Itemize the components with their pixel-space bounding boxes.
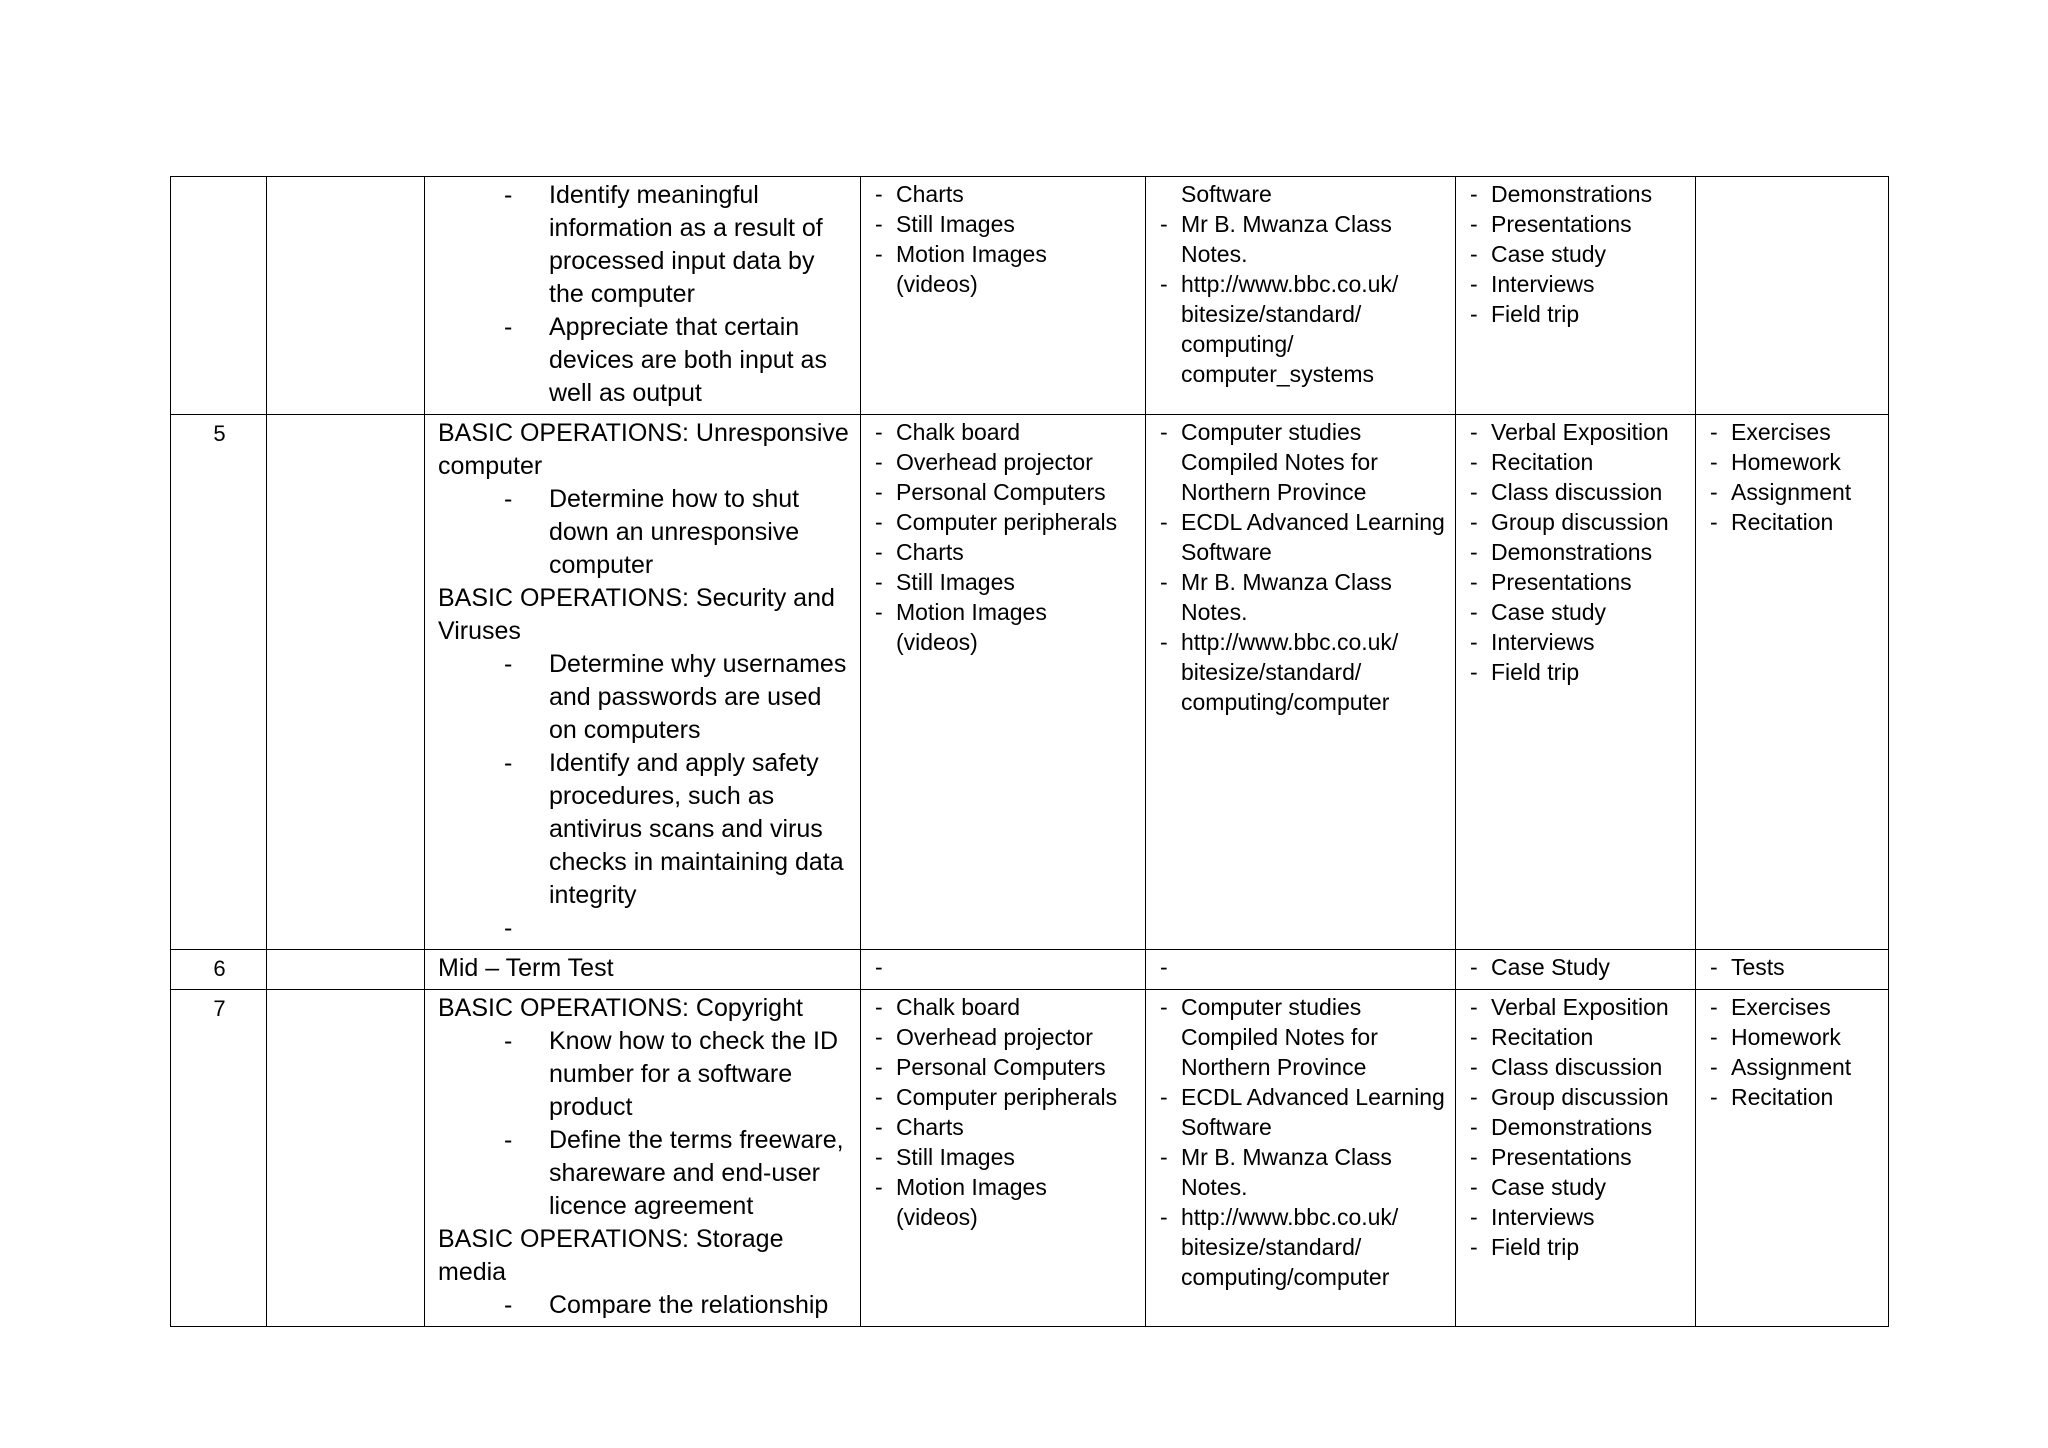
assessment-cell <box>1696 177 1889 415</box>
methods-item: - Demonstrations <box>1468 179 1685 209</box>
methods-item: - Field trip <box>1468 657 1685 687</box>
methods-item: - Case study <box>1468 1172 1685 1202</box>
methods-item: - Presentations <box>1468 1142 1685 1172</box>
objective-item: - Identify and apply safety procedures, such as antivirus scans and virus checks in maintaining data integrity <box>438 747 850 912</box>
methods-item: - Group discussion <box>1468 507 1685 537</box>
methods-item: - Case study <box>1468 239 1685 269</box>
topic-heading: Mid – Term Test <box>438 954 614 982</box>
materials-item: - Overhead projector <box>873 1022 1135 1052</box>
objective-item: - Compare the relationship <box>438 1289 850 1322</box>
methods-list <box>1468 417 1685 687</box>
references-item: - Mr B. Mwanza Class Notes. <box>1158 567 1445 627</box>
methods-item: - Recitation <box>1468 447 1685 477</box>
assessment-item: - Exercises <box>1708 992 1878 1022</box>
objective-list <box>438 648 850 945</box>
blank-cell <box>267 177 425 415</box>
references-cell <box>1146 950 1456 990</box>
references-list <box>1158 417 1445 717</box>
methods-item: - Verbal Exposition <box>1468 992 1685 1022</box>
scheme-of-work-table <box>170 176 1889 1327</box>
materials-item: - Computer peripherals <box>873 507 1135 537</box>
materials-item: - Motion Images (videos) <box>873 239 1135 299</box>
materials-item: - Charts <box>873 537 1135 567</box>
methods-item: - Field trip <box>1468 1232 1685 1262</box>
content-cell <box>425 177 861 415</box>
assessment-item: - Homework <box>1708 447 1878 477</box>
objective-item: - Appreciate that certain devices are both input as well as output <box>438 311 850 410</box>
methods-cell <box>1456 950 1696 990</box>
methods-item: - Presentations <box>1468 209 1685 239</box>
materials-list <box>873 179 1135 299</box>
objective-item: - Define the terms freeware, shareware and end-user licence agreement <box>438 1124 850 1223</box>
materials-item: - Overhead projector <box>873 447 1135 477</box>
references-item: - ECDL Advanced Learning Software <box>1158 507 1445 567</box>
references-continued: Software <box>1181 181 1272 207</box>
references-item: - Computer studies Compiled Notes for Northern Province <box>1158 417 1445 507</box>
materials-item: - Chalk board <box>873 417 1135 447</box>
methods-cell <box>1456 990 1696 1327</box>
methods-list <box>1468 179 1685 329</box>
week-cell: 6 <box>171 950 267 990</box>
materials-item: - Still Images <box>873 1142 1135 1172</box>
assessment-list <box>1708 992 1878 1112</box>
assessment-item: - Recitation <box>1708 507 1878 537</box>
assessment-item: - Recitation <box>1708 1082 1878 1112</box>
objective-item: - Determine why usernames and passwords are used on computers <box>438 648 850 747</box>
materials-cell <box>861 415 1146 950</box>
references-cell <box>1146 990 1456 1327</box>
materials-item: - Still Images <box>873 567 1135 597</box>
materials-list <box>873 417 1135 657</box>
assessment-item: - Exercises <box>1708 417 1878 447</box>
week-cell <box>171 177 267 415</box>
assessment-item: - Assignment <box>1708 1052 1878 1082</box>
methods-item: - Case study <box>1468 597 1685 627</box>
methods-item: - Demonstrations <box>1468 537 1685 567</box>
objective-list <box>438 1025 850 1223</box>
table-row <box>171 990 1889 1327</box>
assessment-cell <box>1696 415 1889 950</box>
assessment-item: - Tests <box>1708 952 1878 982</box>
materials-cell <box>861 950 1146 990</box>
methods-list <box>1468 992 1685 1262</box>
materials-item: - Charts <box>873 1112 1135 1142</box>
methods-item: - Interviews <box>1468 627 1685 657</box>
topic-heading: BASIC OPERATIONS: Security and Viruses <box>438 584 835 645</box>
assessment-list <box>1708 952 1878 982</box>
methods-item: - Verbal Exposition <box>1468 417 1685 447</box>
assessment-list <box>1708 417 1878 537</box>
methods-item: - Presentations <box>1468 567 1685 597</box>
materials-list <box>873 992 1135 1232</box>
topic-heading: BASIC OPERATIONS: Copyright <box>438 994 803 1022</box>
methods-item: - Group discussion <box>1468 1082 1685 1112</box>
table-row <box>171 950 1889 990</box>
topic-heading: BASIC OPERATIONS: Unresponsive computer <box>438 419 849 480</box>
references-cell <box>1146 177 1456 415</box>
references-item: - http://www.bbc.co.uk/ bitesize/standard/ computing/computer <box>1158 627 1445 717</box>
materials-item: - Charts <box>873 179 1135 209</box>
materials-item: - Personal Computers <box>873 477 1135 507</box>
methods-item: - Demonstrations <box>1468 1112 1685 1142</box>
references-item: - ECDL Advanced Learning Software <box>1158 1082 1445 1142</box>
methods-item: - Class discussion <box>1468 1052 1685 1082</box>
blank-cell <box>267 950 425 990</box>
objective-item: - Know how to check the ID number for a software product <box>438 1025 850 1124</box>
materials-item: - Still Images <box>873 209 1135 239</box>
objective-item: - Identify meaningful information as a result of processed input data by the computer <box>438 179 850 311</box>
assessment-item: - Homework <box>1708 1022 1878 1052</box>
references-item: - Mr B. Mwanza Class Notes. <box>1158 209 1445 269</box>
content-cell <box>425 415 861 950</box>
methods-item: - Class discussion <box>1468 477 1685 507</box>
methods-cell <box>1456 177 1696 415</box>
references-item: - http://www.bbc.co.uk/ bitesize/standard/ computing/ computer_systems <box>1158 269 1445 389</box>
assessment-item: - Assignment <box>1708 477 1878 507</box>
references-item: - Mr B. Mwanza Class Notes. <box>1158 1142 1445 1202</box>
materials-item: - Computer peripherals <box>873 1082 1135 1112</box>
methods-cell <box>1456 415 1696 950</box>
content-cell <box>425 990 861 1327</box>
objective-list <box>438 1289 850 1322</box>
table-body <box>171 177 1889 1327</box>
assessment-cell <box>1696 990 1889 1327</box>
objective-item <box>438 912 850 945</box>
materials-cell <box>861 990 1146 1327</box>
methods-item: - Field trip <box>1468 299 1685 329</box>
objective-list <box>438 483 850 582</box>
materials-dash: - <box>875 954 883 980</box>
methods-list <box>1468 952 1685 982</box>
materials-item: - Motion Images (videos) <box>873 597 1135 657</box>
references-item: - http://www.bbc.co.uk/ bitesize/standard/ computing/computer <box>1158 1202 1445 1292</box>
week-cell: 7 <box>171 990 267 1327</box>
references-dash: - <box>1160 954 1168 980</box>
methods-item: - Case Study <box>1468 952 1685 982</box>
table-row <box>171 177 1889 415</box>
materials-item: - Chalk board <box>873 992 1135 1022</box>
materials-item: - Motion Images (videos) <box>873 1172 1135 1232</box>
objective-list <box>438 179 850 410</box>
table-row <box>171 415 1889 950</box>
materials-item: - Personal Computers <box>873 1052 1135 1082</box>
content-cell <box>425 950 861 990</box>
assessment-cell <box>1696 950 1889 990</box>
references-cell <box>1146 415 1456 950</box>
blank-cell <box>267 990 425 1327</box>
topic-heading: BASIC OPERATIONS: Storage media <box>438 1225 784 1286</box>
objective-item: - Determine how to shut down an unresponsive computer <box>438 483 850 582</box>
blank-cell <box>267 415 425 950</box>
references-list <box>1158 992 1445 1292</box>
methods-item: - Interviews <box>1468 1202 1685 1232</box>
methods-item: - Interviews <box>1468 269 1685 299</box>
materials-cell <box>861 177 1146 415</box>
methods-item: - Recitation <box>1468 1022 1685 1052</box>
week-cell: 5 <box>171 415 267 950</box>
references-list <box>1158 209 1445 389</box>
references-item: - Computer studies Compiled Notes for Northern Province <box>1158 992 1445 1082</box>
